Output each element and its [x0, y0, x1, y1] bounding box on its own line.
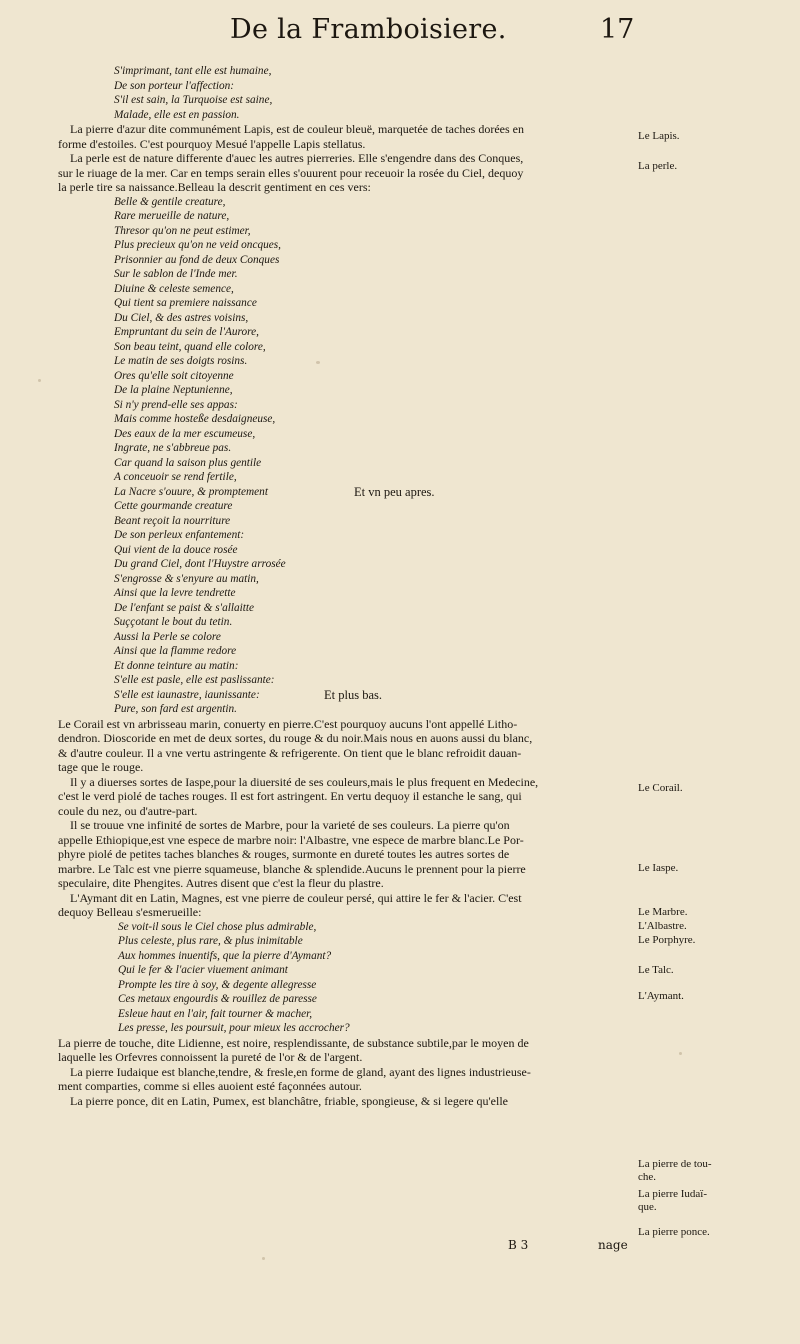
paper-spot: [679, 1052, 682, 1055]
margin-note: Le Corail.: [638, 782, 683, 794]
verse-line: De son perleux enfantement:: [114, 529, 245, 541]
paper-spot: [262, 1257, 265, 1260]
verse-line: Aux hommes inuentifs, que la pierre d'Aymant?: [118, 949, 332, 962]
verse-line: Aussi la Perle se colore: [114, 630, 221, 643]
verse-line: Et donne teinture au matin:: [114, 659, 239, 672]
verse-line: S'engrosse & s'enyure au matin,: [114, 572, 259, 585]
verse-line: S'il est sain, la Turquoise est saine,: [114, 94, 273, 106]
signature-mark: B 3: [508, 1238, 529, 1252]
verse-line: Prompte les tire à soy, & degente allegresse: [118, 978, 317, 991]
paragraph-line: coule du nez, ou d'autre-part.: [58, 803, 198, 818]
paragraph-line: L'Aymant dit en Latin, Magnes, est vne pierre de couleur persé, qui attire le fer & l'acier. C'est: [70, 890, 522, 905]
verse-line: Malade, elle est en passion.: [114, 108, 240, 121]
paper-spot: [316, 361, 320, 364]
paragraph-line: La pierre Iudaique est blanche,tendre, & fresle,en forme de gland, ayant des lignes industrieuse-: [70, 1064, 531, 1079]
margin-note: Le Talc.: [638, 964, 674, 976]
verse-line: Sur le sablon de l'Inde mer.: [114, 268, 238, 280]
paragraph-line: forme d'estoiles. C'est pourquoy Mesué l'appelle Lapis stellatus.: [58, 136, 366, 151]
paragraph-line: La pierre de touche, dite Lidienne, est noire, resplendissante, de substance subtile,par le moyen de: [58, 1035, 529, 1050]
verse-line: Empruntant du sein de l'Aurore,: [114, 326, 259, 338]
paragraph-line: La pierre ponce, dit en Latin, Pumex, est blanchâtre, friable, spongieuse, & si legere qu'elle: [70, 1093, 509, 1108]
paragraph-line: Il se trouue vne infinité de sortes de Marbre, pour la varieté de ses couleurs. La pierre qu'on: [70, 818, 510, 832]
verse-line: Qui tient sa premiere naissance: [114, 297, 257, 309]
verse-line: De la plaine Neptunienne,: [114, 384, 233, 396]
verse-line: Pure, son fard est argentin.: [114, 703, 238, 715]
verse-line: A conceuoir se rend fertile,: [114, 471, 237, 483]
verse-line: Thresor qu'on ne peut estimer,: [114, 224, 251, 237]
verse-interjection: Et plus bas.: [324, 688, 382, 702]
verse-line: Si n'y prend-elle ses appas:: [114, 398, 238, 411]
margin-note: Le Iaspe.: [638, 862, 679, 874]
verse-line: Diuine & celeste semence,: [114, 282, 234, 295]
verse-line: Mais comme hosteße desdaigneuse,: [114, 413, 276, 425]
verse-interjection: Et vn peu apres.: [354, 485, 435, 499]
paragraph-line: c'est le verd piolé de taches rouges. Il est fort astringent. En vertu dequoy il estanche le sang, qui: [58, 789, 522, 803]
verse-line: Rare merueille de nature,: [114, 210, 230, 222]
running-head-title: De la Framboisiere.: [230, 14, 507, 45]
verse-line: S'elle est iaunastre, iaunissante:: [114, 688, 260, 701]
verse-line: Belle & gentile creature,: [114, 195, 226, 208]
verse-line: Qui vient de la douce rosée: [114, 543, 238, 556]
paragraph-line: laquelle les Orfevres connoissent la pureté de l'or & de l'argent.: [58, 1050, 363, 1064]
paragraph-line: La pierre d'azur dite communément Lapis, est de couleur bleuë, marquetée de taches dorées en: [70, 122, 524, 136]
verse-line: Ainsi que la levre tendrette: [114, 587, 236, 599]
paragraph-line: tage que le rouge.: [58, 760, 144, 774]
verse-line: Car quand la saison plus gentile: [114, 456, 262, 469]
verse-line: Prisonnier au fond de deux Conques: [114, 253, 280, 266]
verse-line: Suççotant le bout du tetin.: [114, 616, 233, 628]
verse-line: Le matin de ses doigts rosins.: [114, 355, 248, 367]
paragraph-line: La perle est de nature differente d'auec les autres pierreries. Elle s'engendre dans des Conques,: [70, 151, 524, 165]
paragraph-line: appelle Ethiopique,est vne espece de marbre noir: l'Albastre, vne espece de marbre blanc.Le Por-: [58, 832, 524, 847]
margin-note: que.: [638, 1201, 657, 1213]
verse-line: Des eaux de la mer escumeuse,: [114, 427, 256, 440]
verse-line: Plus celeste, plus rare, & plus inimitable: [118, 935, 303, 947]
margin-note: La pierre Iudaï-: [638, 1188, 708, 1200]
paragraph-line: dequoy Belleau s'esmerueille:: [58, 905, 202, 919]
paragraph-line: sur le riuage de la mer. Car en temps serain elles s'ouurent pour receuoir la rosée du Ciel, dequoy: [58, 165, 524, 180]
verse-line: Esleue haut en l'air, fait tourner & macher,: [118, 1007, 313, 1020]
paragraph-line: dendron. Dioscoride en met de deux sortes, du rouge & du noir.Mais nous en auons aussi du blanc,: [58, 731, 533, 745]
margin-note: Le Marbre.: [638, 906, 688, 918]
verse-line: S'imprimant, tant elle est humaine,: [114, 65, 272, 77]
margin-note: La pierre ponce.: [638, 1226, 710, 1238]
paper-spot: [38, 379, 41, 382]
verse-line: Les presse, les poursuit, pour mieux les accrocher?: [118, 1022, 350, 1034]
verse-line: Beant reçoit la nourriture: [114, 514, 231, 527]
verse-line: Se voit-il sous le Ciel chose plus admirable,: [118, 920, 317, 933]
paragraph-line: Le Corail est vn arbrisseau marin, conuerty en pierre.C'est pourquoy aucuns l'ont appellé Litho-: [58, 716, 518, 731]
verse-line: Du grand Ciel, dont l'Huystre arrosée: [114, 558, 286, 570]
paragraph-line: la perle tire sa naissance.Belleau la descrit gentiment en ces vers:: [58, 180, 371, 194]
paragraph-line: & d'autre couleur. Il a vne vertu astringente & refrigerente. On tient que le blanc refroidit dauan-: [58, 745, 522, 760]
verse-line: Qui le fer & l'acier viuement animant: [118, 964, 288, 976]
margin-note: L'Aymant.: [638, 990, 684, 1002]
verse-line: De son porteur l'affection:: [114, 79, 235, 92]
verse-line: Du Ciel, & des astres voisins,: [114, 311, 249, 324]
margin-note: Le Porphyre.: [638, 934, 696, 946]
catchword: nage: [598, 1238, 628, 1252]
verse-line: Ces metaux engourdis & rouillez de paresse: [118, 993, 317, 1005]
margin-note: La perle.: [638, 160, 678, 172]
verse-line: Ingrate, ne s'abbreue pas.: [114, 442, 232, 454]
verse-line: Ores qu'elle soit citoyenne: [114, 369, 234, 382]
body-text: [58, 64, 638, 1108]
paragraph-line: speculaire, dite Phengites. Autres disent que c'est la fleur du plastre.: [58, 876, 384, 890]
verse-line: Son beau teint, quand elle colore,: [114, 340, 266, 353]
page-number: 17: [600, 14, 635, 45]
verse-line: S'elle est pasle, elle est paslissante:: [114, 674, 275, 686]
verse-line: La Nacre s'ouure, & promptement: [114, 485, 268, 498]
margin-note: che.: [638, 1171, 657, 1183]
paragraph-line: ment comparties, comme si elles auoient esté façonnées autour.: [58, 1079, 362, 1093]
paragraph-line: Il y a diuerses sortes de Iaspe,pour la diuersité de ses couleurs,mais le plus frequent en Medecine,: [70, 774, 539, 789]
verse-line: Cette gourmande creature: [114, 500, 233, 512]
margin-note: La pierre de tou-: [638, 1158, 712, 1170]
verse-line: De l'enfant se paist & s'allaitte: [114, 601, 255, 614]
verse-line: Ainsi que la flamme redore: [114, 645, 237, 657]
paragraph-line: phyre piolé de petites taches blanches & rouges, surmonte en dureté toutes les autres sortes de: [58, 847, 510, 861]
margin-note: Le Lapis.: [638, 130, 680, 142]
margin-note: L'Albastre.: [638, 920, 687, 932]
verse-line: Plus precieux qu'on ne veid oncques,: [114, 239, 282, 251]
paragraph-line: marbre. Le Talc est vne pierre squameuse, blanche & splendide.Aucuns le prennent pour la pierre: [58, 861, 526, 876]
